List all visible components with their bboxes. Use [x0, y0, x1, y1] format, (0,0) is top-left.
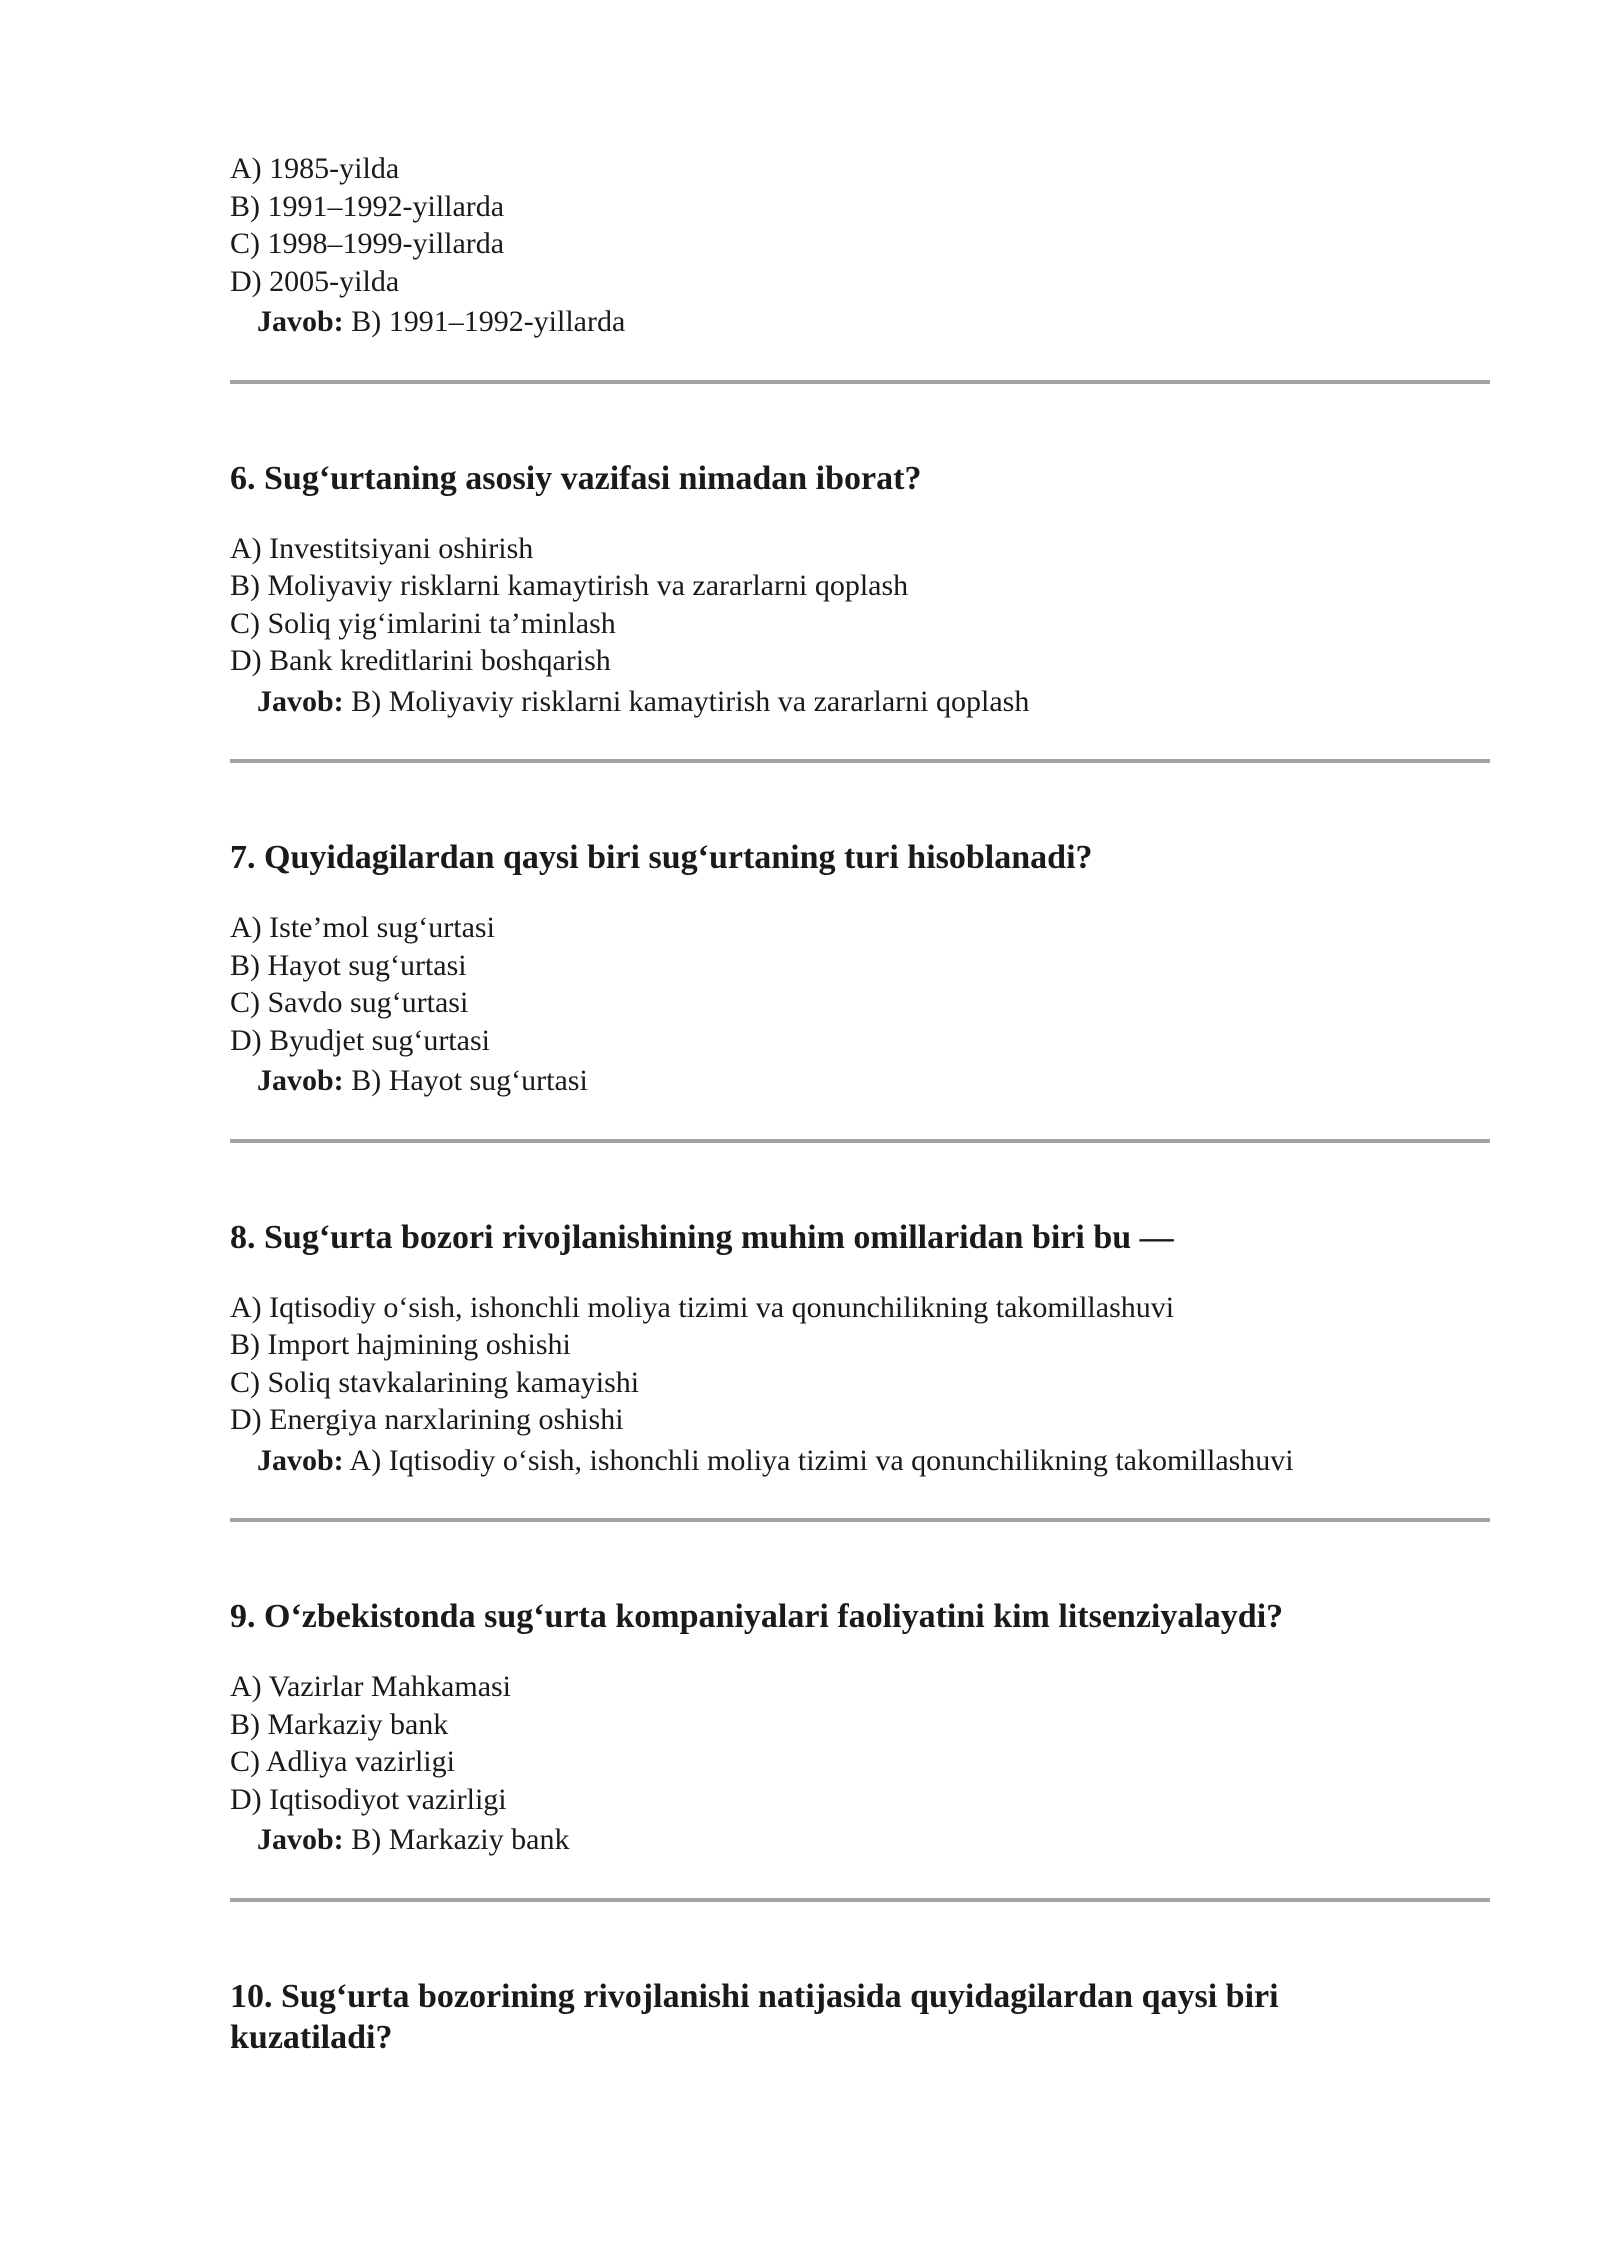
- q9-option-b: B) Markaziy bank: [230, 1707, 449, 1741]
- q7-option-b: B) Hayot sug‘urtasi: [230, 948, 467, 982]
- q6-option-c: C) Soliq yig‘imlarini ta’minlash: [230, 606, 616, 640]
- q8-answer-label: Javob:: [257, 1443, 344, 1477]
- q6-option-d: D) Bank kreditlarini boshqarish: [230, 644, 611, 677]
- question-7-block: [230, 763, 1490, 1143]
- q8-option-b: B) Import hajmining oshishi: [230, 1328, 571, 1361]
- q5-option-b: B) 1991–1992-yillarda: [230, 189, 505, 223]
- document-page: [230, 150, 1490, 2089]
- q5-answer-text: B) 1991–1992-yillarda: [351, 305, 626, 338]
- q9-answer-text: B) Markaziy bank: [351, 1823, 570, 1856]
- q5-option-a: A) 1985-yilda: [230, 152, 400, 185]
- q5-option-d: D) 2005-yilda: [230, 264, 400, 298]
- q7-option-c: C) Savdo sug‘urtasi: [230, 986, 469, 1019]
- q6-answer-label: Javob:: [257, 684, 344, 718]
- q8-option-d: D) Energiya narxlarining oshishi: [230, 1403, 624, 1436]
- q6-option-b: B) Moliyaviy risklarni kamaytirish va zararlarni qoplash: [230, 569, 909, 602]
- q9-option-a: A) Vazirlar Mahkamasi: [230, 1670, 512, 1703]
- q9-answer: [230, 1821, 1490, 1859]
- question-10-block: [230, 1902, 1490, 2058]
- q10-title-line-2: kuzatiladi?: [230, 2018, 393, 2056]
- question-9-block: [230, 1522, 1490, 1902]
- q8-answer: [230, 1442, 1490, 1480]
- q7-title: 7. Quyidagilardan qaysi biri sug‘urtaning turi hisoblanadi?: [230, 839, 1093, 876]
- q5-option-c: C) 1998–1999-yillarda: [230, 227, 505, 260]
- question-5-block: [230, 150, 1490, 384]
- q7-option-d: D) Byudjet sug‘urtasi: [230, 1023, 490, 1057]
- question-6-block: [230, 384, 1490, 764]
- question-8-block: [230, 1143, 1490, 1523]
- q8-option-c: C) Soliq stavkalarining kamayishi: [230, 1365, 640, 1399]
- q6-answer-text: B) Moliyaviy risklarni kamaytirish va zararlarni qoplash: [351, 684, 1030, 718]
- q7-answer-text: B) Hayot sug‘urtasi: [351, 1064, 588, 1097]
- q6-answer: [230, 683, 1490, 721]
- q7-answer: [230, 1062, 1490, 1100]
- q7-answer-label: Javob:: [257, 1064, 344, 1097]
- q10-title-line-1: 10. Sug‘urta bozorining rivojlanishi natijasida quyidagilardan qaysi biri: [230, 1977, 1279, 2015]
- q8-answer-text: A) Iqtisodiy o‘sish, ishonchli moliya tizimi va qonunchilikning takomillashuvi: [349, 1443, 1294, 1477]
- q8-option-a: A) Iqtisodiy o‘sish, ishonchli moliya tizimi va qonunchilikning takomillashuvi: [230, 1290, 1175, 1324]
- q5-answer-label: Javob:: [257, 305, 344, 338]
- q9-title: 9. O‘zbekistonda sug‘urta kompaniyalari faoliyatini kim litsenziyalaydi?: [230, 1598, 1284, 1635]
- q9-option-d: D) Iqtisodiyot vazirligi: [230, 1782, 507, 1816]
- q9-option-c: C) Adliya vazirligi: [230, 1745, 455, 1778]
- q6-title: 6. Sug‘urtaning asosiy vazifasi nimadan iborat?: [230, 459, 922, 497]
- q9-answer-label: Javob:: [257, 1823, 344, 1856]
- q6-option-a: A) Investitsiyani oshirish: [230, 531, 534, 565]
- q5-answer: [230, 303, 1490, 341]
- q7-option-a: A) Iste’mol sug‘urtasi: [230, 911, 495, 944]
- q8-title: 8. Sug‘urta bozori rivojlanishining muhim omillaridan biri bu —: [230, 1218, 1174, 1256]
